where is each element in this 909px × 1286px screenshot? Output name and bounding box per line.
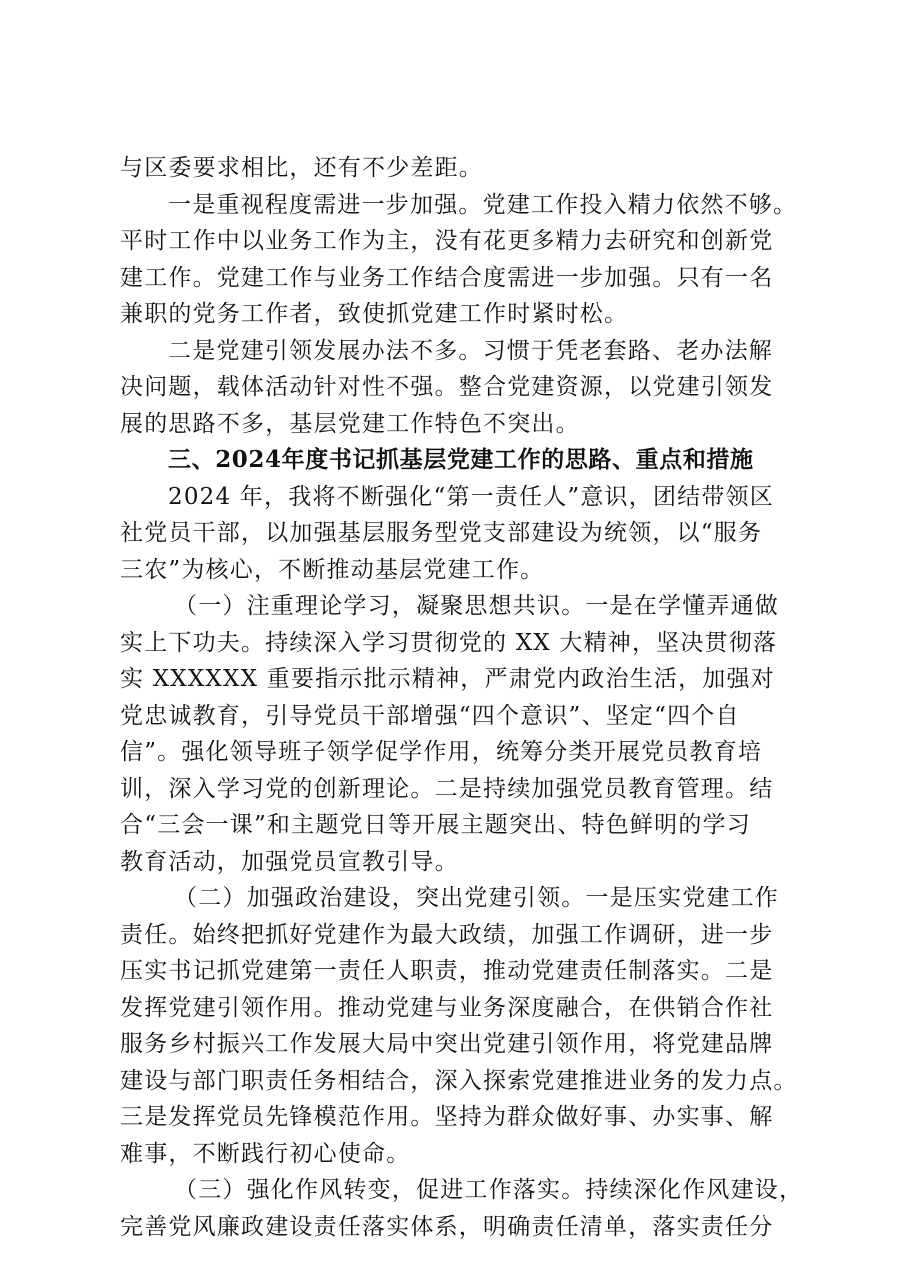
text-line: 实 XXXXXX 重要指示批示精神，严肃党内政治生活，加强对 <box>120 666 775 692</box>
text-line: 2024 年，我将不断强化“第一责任人”意识，团结带领区 <box>168 483 774 510</box>
text-line: 与区委要求相比，还有不少差距。 <box>120 155 483 181</box>
text-line: 社党员干部，以加强基层服务型党支部建设为统领，以“服务 <box>120 520 763 546</box>
text-line: 建工作。党建工作与业务工作结合度需进一步加强。只有一名 <box>120 264 774 291</box>
text-line: （二）加强政治建设，突出党建引领。一是压实党建工作 <box>174 885 779 911</box>
text-line: 平时工作中以业务工作为主，没有花更多精力去研究和创新党 <box>120 228 774 254</box>
text-line: 发挥党建引领作用。推动党建与业务深度融合，在供销合作社 <box>120 994 774 1021</box>
text-line: 三是发挥党员先锋模范作用。坚持为群众做好事、办实事、解 <box>120 1104 774 1130</box>
text-line: 训，深入学习党的创新理论。二是持续加强党员教育管理。结 <box>120 775 774 802</box>
text-line: 教育活动，加强党员宣教引导。 <box>120 848 459 875</box>
section-heading: 三、2024年度书记抓基层党建工作的思路、重点和措施 <box>168 446 754 473</box>
text-line: （一）注重理论学习，凝聚思想共识。一是在学懂弄通做 <box>174 593 779 619</box>
text-line: 信”。强化领导班子领学促学作用，统筹分类开展党员教育培 <box>120 739 763 765</box>
document-body <box>120 150 820 1245</box>
text-line: （三）强化作风转变，促进工作落实。持续深化作风建设， <box>174 1177 804 1203</box>
text-line: 展的思路不多，基层党建工作特色不突出。 <box>120 410 580 437</box>
text-line: 兼职的党务工作者，致使抓党建工作时紧时松。 <box>120 301 629 327</box>
text-line: 完善党风廉政建设责任落实体系，明确责任清单，落实责任分 <box>120 1213 774 1240</box>
text-line: 党忠诚教育，引导党员干部增强“四个意识”、坚定“四个自 <box>120 702 740 729</box>
text-line: 责任。始终把抓好党建作为最大政绩，加强工作调研，进一步 <box>120 921 774 948</box>
text-line: 实上下功夫。持续深入学习贯彻党的 XX 大精神，坚决贯彻落 <box>120 629 778 656</box>
text-line: 合“三会一课”和主题党日等开展主题突出、特色鲜明的学习 <box>120 812 751 838</box>
text-line: 服务乡村振兴工作发展大局中突出党建引领作用，将党建品牌 <box>120 1031 774 1057</box>
text-line: 建设与部门职责任务相结合，深入探索党建推进业务的发力点。 <box>120 1067 798 1094</box>
text-line: 难事，不断践行初心使命。 <box>120 1140 411 1167</box>
text-line: 一是重视程度需进一步加强。党建工作投入精力依然不够。 <box>168 191 798 218</box>
text-line: 三农”为核心，不断推动基层党建工作。 <box>120 556 545 583</box>
text-line: 二是党建引领发展办法不多。习惯于凭老套路、老办法解 <box>168 337 773 364</box>
text-line: 压实书记抓党建第一责任人职责，推动党建责任制落实。二是 <box>120 958 774 984</box>
text-line: 决问题，载体活动针对性不强。整合党建资源，以党建引领发 <box>120 374 774 400</box>
